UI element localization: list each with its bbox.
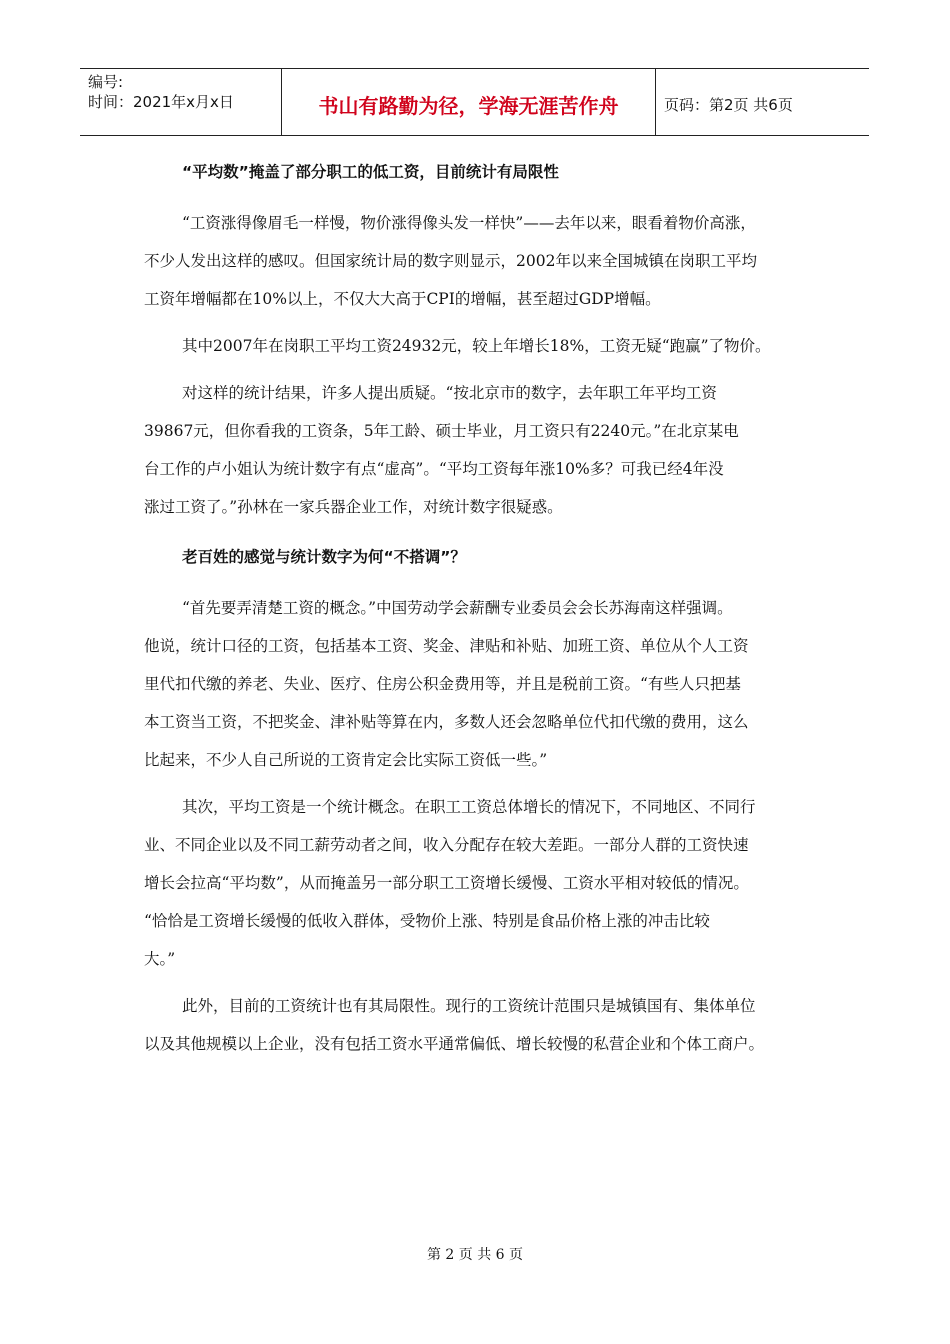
paragraph-line: 此外，目前的工资统计也有其局限性。现行的工资统计范围只是城镇国有、集体单位 (182, 997, 756, 1015)
header-meta (80, 69, 282, 135)
paragraph-line: “首先要弄清楚工资的概念。”中国劳动学会薪酬专业委员会会长苏海南这样强调。 (182, 599, 733, 617)
section-heading: “平均数”掩盖了部分职工的低工资，目前统计有局限性 (182, 163, 559, 181)
paragraph (144, 204, 810, 318)
paragraph (144, 374, 810, 526)
paragraph-line: 本工资当工资，不把奖金、津补贴等算在内，多数人还会忽略单位代扣代缴的费用，这么 (144, 713, 749, 731)
document-header (80, 68, 869, 136)
page-footer: 第 2 页 共 6 页 (426, 1247, 524, 1263)
paragraph-line: 大。” (144, 950, 176, 968)
paragraph (144, 589, 810, 779)
paragraph-line: 其中2007年在岗职工平均工资24932元，较上年增长18%，工资无疑“跑赢”了物价。 (182, 337, 771, 355)
paragraph-line: 台工作的卢小姐认为统计数字有点“虚高”。“平均工资每年涨10%多？可我已经4年没 (144, 460, 724, 478)
document-body (144, 150, 810, 1072)
paragraph-line: 39867元，但你看我的工资条，5年工龄、硕士毕业，月工资只有2240元。”在北京某电 (144, 422, 739, 440)
paragraph-line: 涨过工资了。”孙林在一家兵器企业工作，对统计数字很疑惑。 (144, 498, 563, 516)
paragraph-line: “恰恰是工资增长缓慢的低收入群体，受物价上涨、特别是食品价格上涨的冲击比较 (144, 912, 710, 930)
paragraph-line: 比起来，不少人自己所说的工资肯定会比实际工资低一些。” (144, 751, 548, 769)
paragraph-line: 对这样的统计结果，许多人提出质疑。“按北京市的数字，去年职工年平均工资 (182, 384, 717, 402)
paragraph-line: 不少人发出这样的感叹。但国家统计局的数字则显示，2002年以来全国城镇在岗职工平均 (144, 252, 757, 270)
paragraph-line: 里代扣代缴的养老、失业、医疗、住房公积金费用等，并且是税前工资。“有些人只把基 (144, 675, 741, 693)
paragraph (144, 327, 810, 365)
paragraph-line: 业、不同企业以及不同工薪劳动者之间，收入分配存在较大差距。一部分人群的工资快速 (144, 836, 749, 854)
paragraph-line: 他说，统计口径的工资，包括基本工资、奖金、津贴和补贴、加班工资、单位从个人工资 (144, 637, 749, 655)
paragraph (144, 788, 810, 978)
paragraph-line: 增长会拉高“平均数”，从而掩盖另一部分职工工资增长缓慢、工资水平相对较低的情况。 (144, 874, 749, 892)
paragraph-line: 工资年增幅都在10%以上，不仅大大高于CPI的增幅，甚至超过GDP增幅。 (144, 290, 661, 308)
header-motto: 书山有路勤为径，学海无涯苦作舟 (282, 69, 656, 135)
section-heading: 老百姓的感觉与统计数字为何“不搭调”？ (182, 548, 466, 566)
paragraph (144, 987, 810, 1063)
header-page-info: 页码：第2页 共6页 (664, 95, 793, 114)
time-label: 时间：2021年x月x日 (88, 93, 234, 111)
paragraph-line: “工资涨得像眉毛一样慢，物价涨得像头发一样快”——去年以来，眼看着物价高涨， (182, 214, 756, 232)
paragraph-line: 其次，平均工资是一个统计概念。在职工工资总体增长的情况下，不同地区、不同行 (182, 798, 756, 816)
paragraph-line: 以及其他规模以上企业，没有包括工资水平通常偏低、增长较慢的私营企业和个体工商户。 (144, 1035, 765, 1053)
number-label: 编号: (88, 73, 124, 91)
